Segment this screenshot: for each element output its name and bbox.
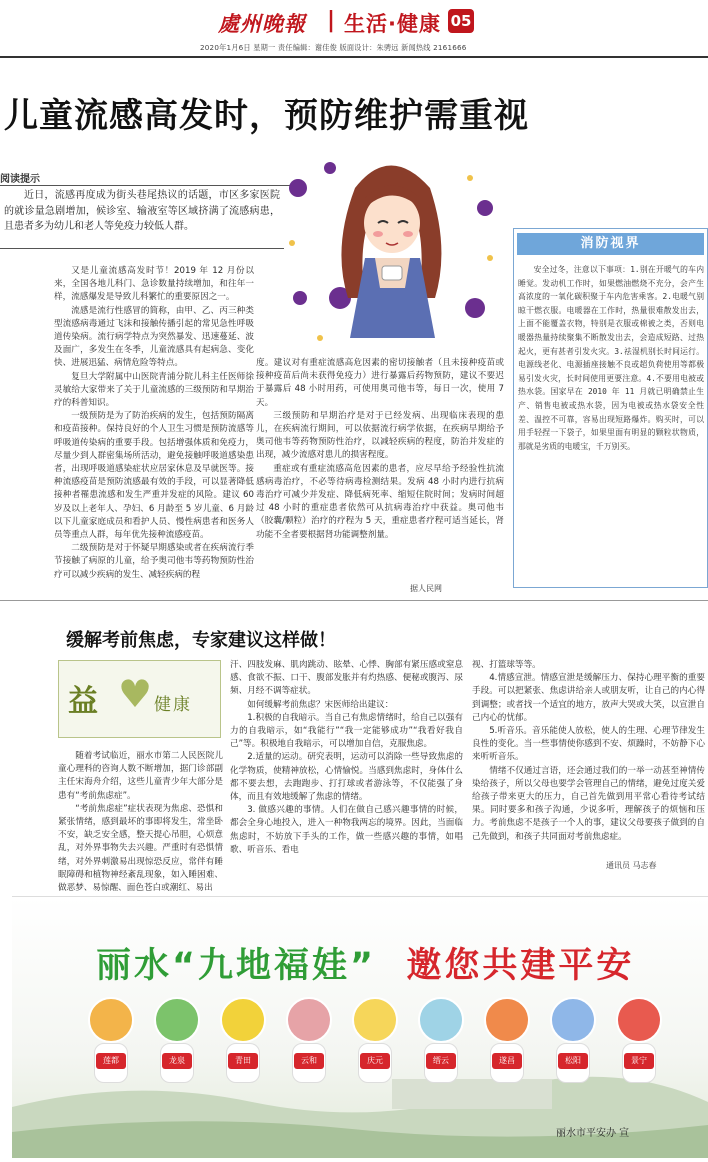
mascot-head-icon [550, 997, 596, 1043]
masthead [0, 0, 708, 46]
mascot-1 [82, 993, 140, 1103]
newspaper-name: 處州晚報 [218, 11, 306, 36]
page-number-badge: 05 [448, 9, 474, 33]
lead-bottom-rule [0, 248, 284, 249]
heart-icon: ♥ [118, 672, 153, 716]
mascot-label: 松阳 [558, 1053, 588, 1069]
mascot-5 [346, 993, 404, 1103]
mascot-head-icon [616, 997, 662, 1043]
mascot-3 [214, 993, 272, 1103]
mascot-6 [412, 993, 470, 1103]
mascot-9 [610, 993, 668, 1103]
lead-label: 阅读提示 [0, 174, 40, 185]
mascot-head-icon [220, 997, 266, 1043]
article2-byline: 通讯员 马志春 [606, 861, 657, 870]
mascot-label: 云和 [294, 1053, 324, 1069]
article2-column-2: 汗、四肢发麻、肌肉跳动、眩晕、心悸、胸部有紧压感或窒息感、食欲不振、口干、腹部发胀并有灼热感、便秘或腹泻、尿频、月经不调等症状。 如何缓解考前焦虑？宋医师给出建议： 1.积极的自我暗示。当自己有焦虑情绪时，给自己以强有力的自我暗示，如“我能行”“我一定能够成功”“我看好我自己”等。积极地自我暗示，可以增加自信，克服焦虑。 2.适量的运动。研究表明，运动可以消除一些导致焦虑的化学物质，使精神放松，心情愉悦。当感到焦虑时，身体什么都不要去想，去跑跑步、打打球或者游泳等，不仅能强了身体，而且有效地缓解了焦虑的情绪。 3. 做感兴趣的事情。人们在做自己感兴趣事情的时候，都会全身心地投入，进入一种物我两忘的境界。因此，当面临焦虑时，不妨放下手头的工作，做一些感兴趣的事情，如唱歌、听音乐、看电 [230, 660, 463, 855]
ad-sponsor: 丽水市平安办 宣 [556, 1128, 630, 1139]
mascot-head-icon [418, 997, 464, 1043]
mascot-row [82, 993, 682, 1103]
mascot-label: 莲都 [96, 1053, 126, 1069]
mascot-label: 青田 [228, 1053, 258, 1069]
sidebar-text: 安全过冬，注意以下事项：1.别在开暖气的车内睡觉。发动机工作时，如果燃油燃烧不充分，会产生高浓度的一氧化碳积聚于车内危害乘客。2.电暖气别晾干燃衣服。电暖器在工作时，热量很难散发出去，上面不能覆盖衣物，特别是衣服或棉被之类，否则电暖器热量持续聚集不断散发出去，会造成短路、过热起火，更有甚者引发火灾。3.祛湿机别长时间运行。电源线老化、电源插座接触不良或超负荷使用等都极易引发火灾，长时间使用更要注意。4.不要用电被或热水袋。国家早在 2010 年 11 月就已明确禁止生产、销售电被或热水袋，因为电被或热水袋安全性差、温控不可靠，容易出现短路爆炸。购买时，可以用手轻捏一下袋子，如果里面有明显的颗粒状物质，那就是劣质的电暖宝，千万别买。 [518, 265, 704, 451]
mascot-2 [148, 993, 206, 1103]
section-divider [0, 600, 708, 601]
article1-byline: 据人民网 [410, 584, 442, 593]
mascot-7 [478, 993, 536, 1103]
mascot-label: 龙泉 [162, 1053, 192, 1069]
ad-title: 丽水“九地福娃” 邀您共建平安 [96, 946, 635, 986]
mascot-label: 缙云 [426, 1053, 456, 1069]
issue-info-line: 2020年1月6日 星期一 责任编辑：谢佳俊 版面设计：朱骋远 新闻热线 2161666 [200, 43, 467, 52]
article2-headline: 缓解考前焦虑，专家建议这样做！ [66, 630, 336, 651]
health-logo-char: 益 [68, 684, 98, 719]
main-headline: 儿童流感高发时，预防维护需重视 [4, 96, 529, 136]
mascot-head-icon [286, 997, 332, 1043]
mascot-label: 景宁 [624, 1053, 654, 1069]
article1-column-2: 度。建议对有重症流感高危因素的密切接触者（且未接种疫苗或接种疫苗后尚未获得免疫力）进行暴露后药物预防，建议不要迟于暴露后 48 小时用药，可使用奥司他韦等，每日一次，使用 7 天。 三级预防和早期治疗是对于已经发病、出现临床表现的患儿，在疾病流行期间，可以依据流行病学依据，在疾病早期给予奥司他韦等药物预防性治疗，以减轻疾病的程度，防治并发症的出现，减少流感对患儿的损害程度。 重症或有重症流感高危因素的患者，应尽早给予经验性抗流感病毒治疗，不必等待病毒检测结果。发病 48 小时内进行抗病毒治疗可减少并发症、降低病死率、缩短住院时间；发病时间超过 48 小时的重症患者依然可从抗病毒治疗中获益。奥司他韦（胶囊/颗粒）治疗的疗程为 5 天，重症患者疗程可适当延长，肾功能不全者要根据肾功能调整剂量。 [256, 358, 504, 540]
mascot-label: 庆元 [360, 1053, 390, 1069]
mascot-label: 遂昌 [492, 1053, 522, 1069]
article2-column-1: 随着考试临近，丽水市第二人民医院儿童心理科的咨询人数不断增加，据门诊部副主任宋海舟介绍，这些儿童青少年大部分是患有“考前焦虑症”。 “考前焦虑症”症状表现为焦虑、恐惧和紧张情绪，感到最坏的事即将发生，常坐卧不安，缺乏安全感，整天提心吊胆，心烦意乱，对外界事物失去兴趣。严重时有恐惧情绪，对外界刺激易出现惊恐反应，常伴有睡眠障碍和植物神经紊乱现象，如入睡困难、做恶梦、易惊醒、面色苍白或潮红、易出 [58, 751, 223, 894]
lead-top-rule [0, 185, 300, 186]
masthead-separator: | [327, 8, 336, 33]
mascot-8 [544, 993, 602, 1103]
section-title: 生活·健康 [344, 12, 441, 36]
sick-girl-illustration [270, 148, 510, 353]
lead-paragraph: 近日，流感再度成为街头巷尾热议的话题，市区多家医院的就诊量急剧增加，候诊室、输液室等区域挤满了流感病患，且患者多为幼儿和老人等免疫力较低人群。 [4, 190, 280, 233]
sidebar-title: 消防视界 [517, 233, 704, 255]
public-safety-ad-banner [12, 896, 708, 1158]
mascot-head-icon [484, 997, 530, 1043]
mascot-head-icon [88, 997, 134, 1043]
mascot-4 [280, 993, 338, 1103]
mascot-head-icon [154, 997, 200, 1043]
health-logo-word: 健康 [154, 695, 192, 715]
article2-column-3: 视、打篮球等等。 4.情感宣泄。情感宣泄是缓解压力、保持心理平衡的重要手段。可以把紧张、焦虑讲给亲人或朋友听，让自己的内心得到调整；或者找一个适宜的地方，放声大哭或大笑，以宣泄自己内心的忧郁。 5.听音乐。音乐能使人放松，使人的生理、心理节律发生良性的变化。当一些事情使你感到不安、烦躁时，不妨静下心来听听音乐。 情绪不仅通过言语，还会通过我们的一举一动甚至神情传染给孩子，所以父母也要学会管理自己的情绪，避免过度关爱给孩子带来更大的压力，自己首先做到用平常心看待考试结果。同时要多和孩子沟通，少说多听，理解孩子的烦恼和压力。考前焦虑不是孩子一个人的事，建议父母要孩子做到的自己先做到，和孩子共同面对考前焦虑症。 [472, 660, 705, 842]
article1-column-1: 又是儿童流感高发时节！2019 年 12 月份以来，全国各地儿科门、急诊数量持续增加，和往年一样，流感爆发是导致儿科繁忙的重要原因之一。 流感是流行性感冒的简称，由甲、乙、丙三种类型流感病毒通过飞沫和接触传播引起的常见急性呼吸道传染病。流行病学特点为突然暴发、迅速蔓延、波及面广，多发生在冬季，儿童流感具有起病急、变化快、进展迅猛、病情危险等特点。 复旦大学附属中山医院青浦分院儿科主任医师徐灵敏给大家带来了关于儿童流感的三级预防和早期治疗的科普知识。 一级预防是为了防治疾病的发生，包括预防隔离和疫苗接种。保持良好的个人卫生习惯是预防流感等呼吸道传染病的重要手段。包括增强体质和免疫力，尽量少到人群密集场所活动，避免接触呼吸道感染患者，出现呼吸道感染症状应居家休息及早就医等。接种流感疫苗是预防流感最有效的手段，可以显著降低接种者罹患流感和发生严重并发症的风险。建议 60 岁及以上老年人、孕妇、6 月龄至 5 岁儿童、6 月龄以下儿童家庭成员和看护人员、慢性病患者和医务人员等重点人群，每年优先接种流感疫苗。 二级预防是对于怀疑早期感染或者在疾病流行季节接触了病原的儿童，给予奥司他韦等药物预防性治疗可以减少疾病的发生、减轻疾病的程 [54, 266, 254, 580]
mascot-head-icon [352, 997, 398, 1043]
masthead-rule [0, 56, 708, 58]
